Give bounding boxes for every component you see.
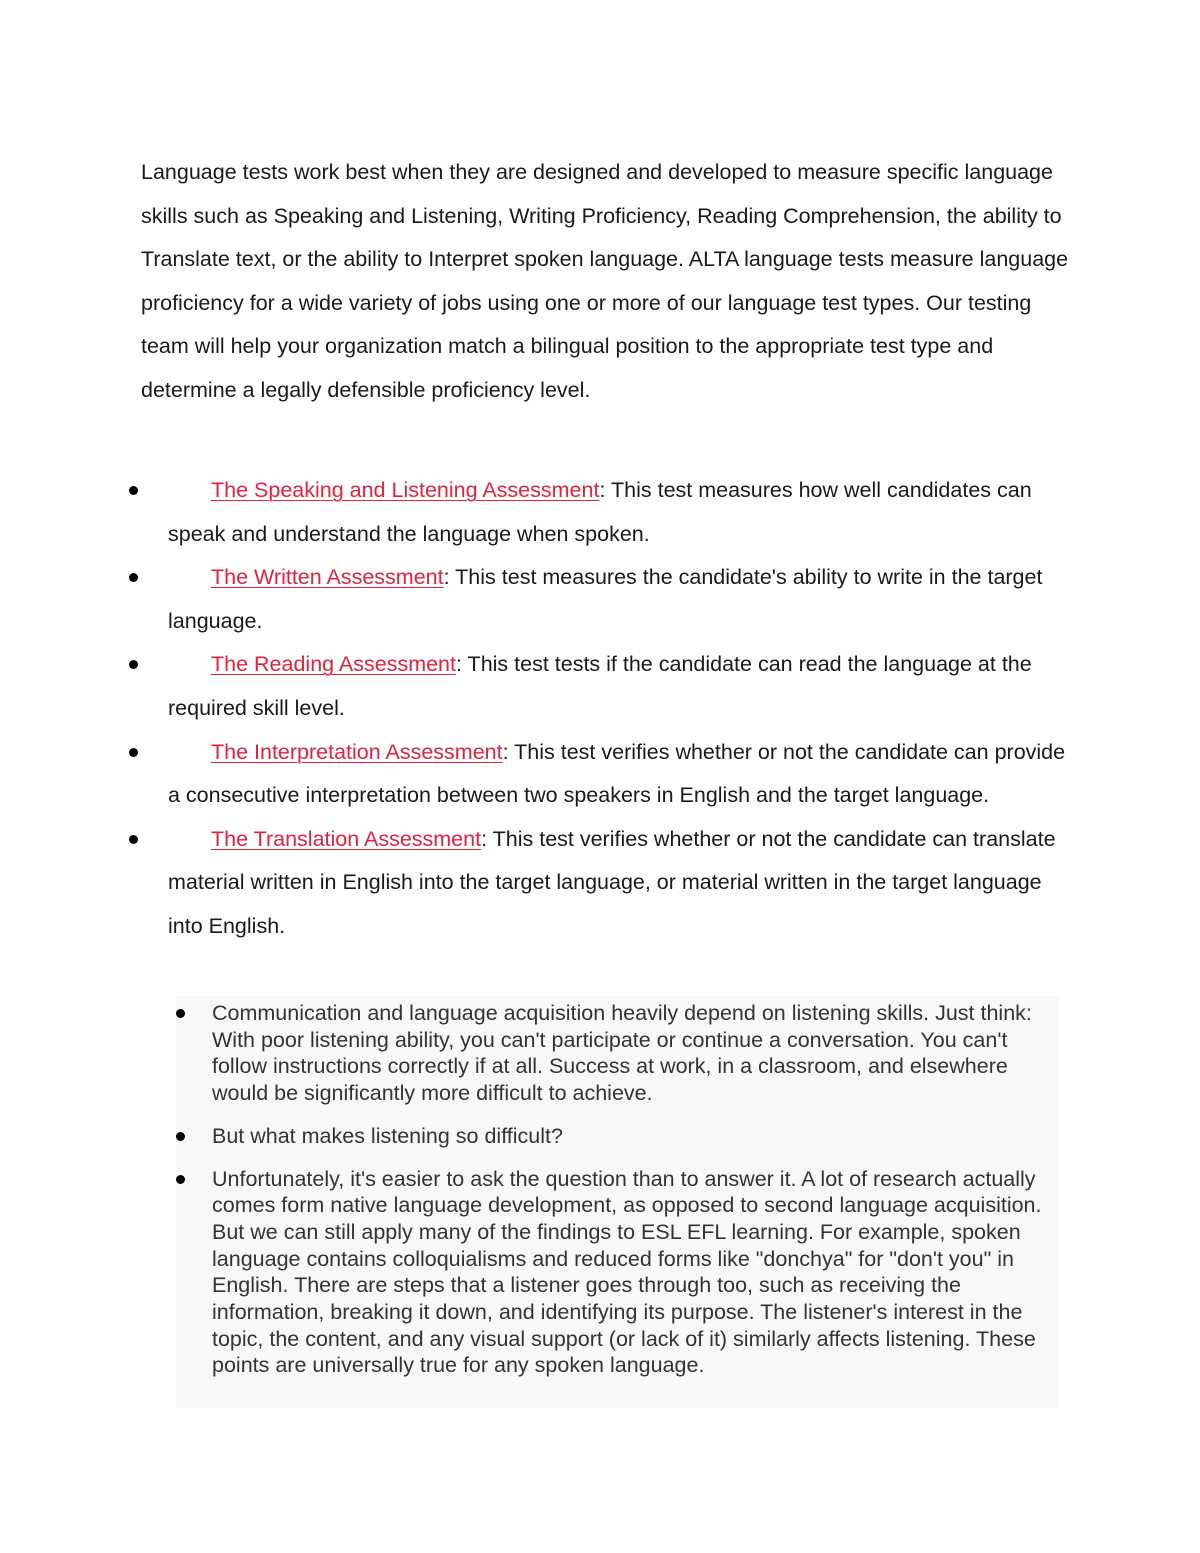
note-text: Unfortunately, it's easier to ask the question than to answer it. A lot of research actually comes form native language development, as opposed to second language acquisition. But we can still apply many of the findings to ESL EFL learning. For example, spoken language contains colloquialisms and reduced forms like "donchya" for "don't you" in English. There are steps that a listener goes through too, such as receiving the information, breaking it down, and identifying its purpose. The listener's interest in the topic, the content, and any visual support (or lack of it) similarly affects listening. These points are universally true for any spoken language. — [212, 1166, 1042, 1378]
bullet-icon — [176, 1175, 185, 1184]
bullet-icon — [129, 486, 138, 495]
list-item — [176, 1166, 1059, 1380]
written-assessment-link[interactable]: The Written Assessment — [211, 565, 444, 590]
bullet-icon — [176, 1009, 185, 1018]
assessment-description: : This test tests if the candidate can read the language at the required skill level. — [168, 652, 1032, 720]
list-item — [176, 1123, 1059, 1150]
bullet-icon — [129, 573, 138, 582]
list-item — [128, 818, 1068, 949]
intro-paragraph: Language tests work best when they are designed and developed to measure specific language skills such as Speaking and Listening, Writing Proficiency, Reading Comprehension, the ability to Translate text, or the ability to Interpret spoken language. ALTA language tests measure language proficiency for a wide variety of jobs using one or more of our language test types. Our testing team will help your organization match a bilingual position to the appropriate test type and determine a legally defensible proficiency level. — [141, 160, 1069, 402]
assessment-description: : This test measures how well candidates can speak and understand the language when spoken. — [168, 478, 1032, 546]
assessment-list — [128, 469, 1068, 949]
list-item — [128, 731, 1068, 818]
bullet-icon — [129, 660, 138, 669]
assessment-description: : This test measures the candidate's ability to write in the target language. — [168, 565, 1043, 633]
interpretation-assessment-link[interactable]: The Interpretation Assessment — [211, 739, 503, 764]
list-item — [176, 1000, 1059, 1107]
note-text: Communication and language acquisition heavily depend on listening skills. Just think: With poor listening ability, you can't participate or continue a conversation. You can't follow instructions correctly if at all. Success at work, in a classroom, and elsewhere would be significantly more difficult to achieve. — [212, 1001, 1032, 1106]
list-item — [128, 643, 1068, 730]
bullet-icon — [129, 748, 138, 757]
note-text: But what makes listening so difficult? — [212, 1123, 563, 1148]
translation-assessment-link[interactable]: The Translation Assessment — [211, 826, 482, 851]
list-item — [128, 469, 1068, 556]
listening-notes-list — [176, 1000, 1059, 1395]
assessment-description: : This test verifies whether or not the candidate can translate material written in English into the target language, or material written in the target language into English. — [168, 826, 1056, 938]
bullet-icon — [129, 835, 138, 844]
bullet-icon — [176, 1132, 185, 1141]
list-item — [128, 556, 1068, 643]
speaking-listening-assessment-link[interactable]: The Speaking and Listening Assessment — [211, 478, 600, 502]
reading-assessment-link[interactable]: The Reading Assessment — [211, 652, 456, 677]
assessment-description: : This test verifies whether or not the candidate can provide a consecutive interpretation between two speakers in English and the target language. — [168, 739, 1066, 808]
